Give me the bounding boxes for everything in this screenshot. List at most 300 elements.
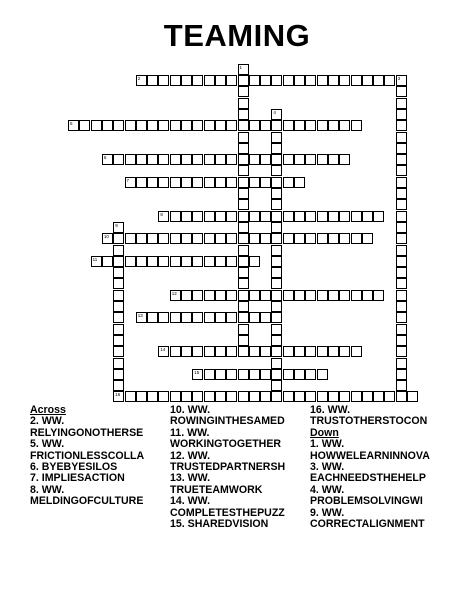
grid-cell[interactable]	[271, 358, 282, 369]
grid-cell[interactable]	[328, 233, 339, 244]
grid-cell[interactable]	[362, 391, 373, 402]
grid-cell[interactable]	[260, 369, 271, 380]
grid-cell[interactable]	[294, 120, 305, 131]
grid-cell[interactable]	[305, 233, 316, 244]
grid-cell[interactable]	[339, 120, 350, 131]
grid-cell[interactable]	[271, 211, 282, 222]
grid-cell[interactable]	[238, 335, 249, 346]
grid-cell[interactable]	[147, 391, 158, 402]
grid-cell[interactable]	[238, 233, 249, 244]
grid-cell[interactable]	[283, 75, 294, 86]
grid-cell[interactable]	[226, 290, 237, 301]
grid-cell[interactable]	[339, 75, 350, 86]
grid-cell[interactable]	[351, 346, 362, 357]
grid-cell[interactable]	[170, 290, 181, 301]
grid-cell[interactable]	[271, 222, 282, 233]
grid-cell[interactable]	[271, 346, 282, 357]
grid-cell[interactable]	[158, 391, 169, 402]
grid-cell[interactable]	[136, 75, 147, 86]
grid-cell[interactable]	[238, 188, 249, 199]
grid-cell[interactable]	[260, 233, 271, 244]
grid-cell[interactable]	[249, 120, 260, 131]
grid-cell[interactable]	[226, 120, 237, 131]
grid-cell[interactable]	[260, 290, 271, 301]
grid-cell[interactable]	[215, 75, 226, 86]
grid-cell[interactable]	[271, 278, 282, 289]
grid-cell[interactable]	[271, 380, 282, 391]
grid-cell[interactable]	[113, 391, 124, 402]
grid-cell[interactable]	[260, 312, 271, 323]
grid-cell[interactable]	[339, 211, 350, 222]
grid-cell[interactable]	[249, 154, 260, 165]
grid-cell[interactable]	[226, 211, 237, 222]
grid-cell[interactable]	[192, 211, 203, 222]
grid-cell[interactable]	[158, 256, 169, 267]
grid-cell[interactable]	[136, 120, 147, 131]
grid-cell[interactable]	[396, 86, 407, 97]
grid-cell[interactable]	[249, 369, 260, 380]
grid-cell[interactable]	[147, 120, 158, 131]
grid-cell[interactable]	[113, 290, 124, 301]
grid-cell[interactable]	[147, 177, 158, 188]
grid-cell[interactable]	[192, 120, 203, 131]
grid-cell[interactable]	[91, 256, 102, 267]
grid-cell[interactable]	[226, 233, 237, 244]
grid-cell[interactable]	[317, 120, 328, 131]
grid-cell[interactable]	[238, 98, 249, 109]
grid-cell[interactable]	[396, 278, 407, 289]
grid-cell[interactable]	[362, 233, 373, 244]
grid-cell[interactable]	[181, 346, 192, 357]
grid-cell[interactable]	[351, 211, 362, 222]
grid-cell[interactable]	[396, 143, 407, 154]
grid-cell[interactable]	[238, 391, 249, 402]
grid-cell[interactable]	[238, 245, 249, 256]
grid-cell[interactable]	[271, 290, 282, 301]
grid-cell[interactable]	[170, 346, 181, 357]
grid-cell[interactable]	[305, 154, 316, 165]
grid-cell[interactable]	[396, 109, 407, 120]
grid-cell[interactable]	[158, 75, 169, 86]
grid-cell[interactable]	[170, 256, 181, 267]
grid-cell[interactable]	[249, 75, 260, 86]
grid-cell[interactable]	[396, 75, 407, 86]
grid-cell[interactable]	[215, 312, 226, 323]
grid-cell[interactable]	[339, 346, 350, 357]
grid-cell[interactable]	[317, 154, 328, 165]
grid-cell[interactable]	[102, 256, 113, 267]
grid-cell[interactable]	[204, 75, 215, 86]
grid-cell[interactable]	[384, 391, 395, 402]
grid-cell[interactable]	[294, 346, 305, 357]
grid-cell[interactable]	[305, 346, 316, 357]
grid-cell[interactable]	[283, 154, 294, 165]
grid-cell[interactable]	[238, 109, 249, 120]
grid-cell[interactable]	[204, 177, 215, 188]
grid-cell[interactable]	[215, 154, 226, 165]
grid-cell[interactable]	[294, 75, 305, 86]
grid-cell[interactable]	[396, 132, 407, 143]
grid-cell[interactable]	[192, 154, 203, 165]
grid-cell[interactable]	[170, 312, 181, 323]
grid-cell[interactable]	[181, 290, 192, 301]
grid-cell[interactable]	[396, 324, 407, 335]
grid-cell[interactable]	[328, 120, 339, 131]
grid-cell[interactable]	[260, 177, 271, 188]
grid-cell[interactable]	[68, 120, 79, 131]
grid-cell[interactable]	[79, 120, 90, 131]
grid-cell[interactable]	[283, 290, 294, 301]
grid-cell[interactable]	[271, 256, 282, 267]
grid-cell[interactable]	[226, 312, 237, 323]
grid-cell[interactable]	[249, 211, 260, 222]
grid-cell[interactable]	[181, 256, 192, 267]
grid-cell[interactable]	[158, 154, 169, 165]
grid-cell[interactable]	[215, 256, 226, 267]
grid-cell[interactable]	[238, 324, 249, 335]
grid-cell[interactable]	[260, 120, 271, 131]
grid-cell[interactable]	[192, 312, 203, 323]
grid-cell[interactable]	[396, 335, 407, 346]
grid-cell[interactable]	[328, 391, 339, 402]
grid-cell[interactable]	[192, 177, 203, 188]
grid-cell[interactable]	[215, 346, 226, 357]
grid-cell[interactable]	[170, 177, 181, 188]
grid-cell[interactable]	[396, 380, 407, 391]
grid-cell[interactable]	[170, 120, 181, 131]
grid-cell[interactable]	[238, 369, 249, 380]
grid-cell[interactable]	[158, 233, 169, 244]
grid-cell[interactable]	[215, 233, 226, 244]
grid-cell[interactable]	[351, 290, 362, 301]
grid-cell[interactable]	[102, 120, 113, 131]
grid-cell[interactable]	[158, 211, 169, 222]
grid-cell[interactable]	[204, 154, 215, 165]
grid-cell[interactable]	[249, 346, 260, 357]
grid-cell[interactable]	[125, 233, 136, 244]
grid-cell[interactable]	[271, 335, 282, 346]
grid-cell[interactable]	[271, 301, 282, 312]
grid-cell[interactable]	[294, 154, 305, 165]
grid-cell[interactable]	[113, 380, 124, 391]
grid-cell[interactable]	[226, 256, 237, 267]
grid-cell[interactable]	[249, 177, 260, 188]
grid-cell[interactable]	[113, 312, 124, 323]
grid-cell[interactable]	[396, 154, 407, 165]
grid-cell[interactable]	[204, 369, 215, 380]
grid-cell[interactable]	[113, 335, 124, 346]
grid-cell[interactable]	[271, 120, 282, 131]
grid-cell[interactable]	[192, 75, 203, 86]
grid-cell[interactable]	[271, 132, 282, 143]
grid-cell[interactable]	[226, 346, 237, 357]
grid-cell[interactable]	[271, 188, 282, 199]
grid-cell[interactable]	[238, 64, 249, 75]
grid-cell[interactable]	[396, 222, 407, 233]
grid-cell[interactable]	[362, 290, 373, 301]
grid-cell[interactable]	[113, 369, 124, 380]
grid-cell[interactable]	[113, 245, 124, 256]
grid-cell[interactable]	[396, 245, 407, 256]
grid-cell[interactable]	[147, 75, 158, 86]
grid-cell[interactable]	[294, 233, 305, 244]
grid-cell[interactable]	[317, 75, 328, 86]
grid-cell[interactable]	[396, 199, 407, 210]
grid-cell[interactable]	[170, 154, 181, 165]
grid-cell[interactable]	[317, 391, 328, 402]
grid-cell[interactable]	[136, 233, 147, 244]
grid-cell[interactable]	[238, 312, 249, 323]
grid-cell[interactable]	[113, 301, 124, 312]
grid-cell[interactable]	[362, 211, 373, 222]
grid-cell[interactable]	[181, 177, 192, 188]
grid-cell[interactable]	[238, 290, 249, 301]
grid-cell[interactable]	[305, 75, 316, 86]
grid-cell[interactable]	[317, 346, 328, 357]
grid-cell[interactable]	[226, 75, 237, 86]
grid-cell[interactable]	[396, 165, 407, 176]
grid-cell[interactable]	[158, 346, 169, 357]
grid-cell[interactable]	[271, 75, 282, 86]
grid-cell[interactable]	[113, 256, 124, 267]
grid-cell[interactable]	[396, 301, 407, 312]
grid-cell[interactable]	[294, 290, 305, 301]
grid-cell[interactable]	[260, 346, 271, 357]
grid-cell[interactable]	[192, 290, 203, 301]
grid-cell[interactable]	[294, 177, 305, 188]
grid-cell[interactable]	[328, 154, 339, 165]
grid-cell[interactable]	[328, 211, 339, 222]
grid-cell[interactable]	[305, 391, 316, 402]
grid-cell[interactable]	[204, 391, 215, 402]
grid-cell[interactable]	[158, 312, 169, 323]
grid-cell[interactable]	[181, 312, 192, 323]
grid-cell[interactable]	[283, 391, 294, 402]
grid-cell[interactable]	[158, 120, 169, 131]
grid-cell[interactable]	[351, 75, 362, 86]
grid-cell[interactable]	[215, 290, 226, 301]
grid-cell[interactable]	[396, 188, 407, 199]
grid-cell[interactable]	[136, 391, 147, 402]
grid-cell[interactable]	[271, 199, 282, 210]
grid-cell[interactable]	[181, 391, 192, 402]
grid-cell[interactable]	[136, 256, 147, 267]
grid-cell[interactable]	[396, 358, 407, 369]
grid-cell[interactable]	[249, 233, 260, 244]
grid-cell[interactable]	[339, 391, 350, 402]
grid-cell[interactable]	[396, 98, 407, 109]
grid-cell[interactable]	[125, 154, 136, 165]
grid-cell[interactable]	[238, 132, 249, 143]
grid-cell[interactable]	[339, 233, 350, 244]
grid-cell[interactable]	[204, 211, 215, 222]
grid-cell[interactable]	[170, 75, 181, 86]
grid-cell[interactable]	[351, 391, 362, 402]
grid-cell[interactable]	[305, 211, 316, 222]
grid-cell[interactable]	[271, 324, 282, 335]
grid-cell[interactable]	[136, 154, 147, 165]
grid-cell[interactable]	[271, 165, 282, 176]
grid-cell[interactable]	[396, 233, 407, 244]
grid-cell[interactable]	[136, 177, 147, 188]
grid-cell[interactable]	[181, 211, 192, 222]
grid-cell[interactable]	[204, 290, 215, 301]
grid-cell[interactable]	[305, 290, 316, 301]
grid-cell[interactable]	[113, 154, 124, 165]
grid-cell[interactable]	[328, 290, 339, 301]
grid-cell[interactable]	[238, 267, 249, 278]
grid-cell[interactable]	[373, 75, 384, 86]
grid-cell[interactable]	[226, 177, 237, 188]
grid-cell[interactable]	[113, 222, 124, 233]
grid-cell[interactable]	[204, 256, 215, 267]
grid-cell[interactable]	[317, 369, 328, 380]
grid-cell[interactable]	[396, 369, 407, 380]
grid-cell[interactable]	[147, 154, 158, 165]
grid-cell[interactable]	[396, 211, 407, 222]
grid-cell[interactable]	[249, 312, 260, 323]
grid-cell[interactable]	[113, 267, 124, 278]
grid-cell[interactable]	[271, 154, 282, 165]
grid-cell[interactable]	[271, 312, 282, 323]
grid-cell[interactable]	[260, 75, 271, 86]
grid-cell[interactable]	[147, 256, 158, 267]
grid-cell[interactable]	[192, 391, 203, 402]
grid-cell[interactable]	[215, 177, 226, 188]
grid-cell[interactable]	[362, 75, 373, 86]
grid-cell[interactable]	[396, 267, 407, 278]
grid-cell[interactable]	[170, 233, 181, 244]
grid-cell[interactable]	[271, 109, 282, 120]
grid-cell[interactable]	[226, 369, 237, 380]
grid-cell[interactable]	[238, 120, 249, 131]
grid-cell[interactable]	[283, 369, 294, 380]
grid-cell[interactable]	[396, 312, 407, 323]
grid-cell[interactable]	[373, 391, 384, 402]
grid-cell[interactable]	[238, 177, 249, 188]
grid-cell[interactable]	[215, 369, 226, 380]
grid-cell[interactable]	[396, 290, 407, 301]
grid-cell[interactable]	[125, 391, 136, 402]
grid-cell[interactable]	[328, 346, 339, 357]
grid-cell[interactable]	[192, 346, 203, 357]
grid-cell[interactable]	[317, 290, 328, 301]
grid-cell[interactable]	[238, 154, 249, 165]
grid-cell[interactable]	[102, 154, 113, 165]
grid-cell[interactable]	[125, 177, 136, 188]
grid-cell[interactable]	[260, 391, 271, 402]
grid-cell[interactable]	[238, 346, 249, 357]
grid-cell[interactable]	[373, 211, 384, 222]
grid-cell[interactable]	[283, 211, 294, 222]
grid-cell[interactable]	[271, 245, 282, 256]
grid-cell[interactable]	[305, 120, 316, 131]
grid-cell[interactable]	[192, 256, 203, 267]
grid-cell[interactable]	[113, 278, 124, 289]
grid-cell[interactable]	[238, 165, 249, 176]
grid-cell[interactable]	[328, 75, 339, 86]
grid-cell[interactable]	[136, 312, 147, 323]
grid-cell[interactable]	[181, 154, 192, 165]
grid-cell[interactable]	[226, 154, 237, 165]
grid-cell[interactable]	[91, 120, 102, 131]
grid-cell[interactable]	[238, 301, 249, 312]
grid-cell[interactable]	[113, 324, 124, 335]
grid-cell[interactable]	[339, 154, 350, 165]
grid-cell[interactable]	[238, 222, 249, 233]
grid-cell[interactable]	[113, 346, 124, 357]
grid-cell[interactable]	[192, 233, 203, 244]
grid-cell[interactable]	[215, 211, 226, 222]
grid-cell[interactable]	[181, 75, 192, 86]
grid-cell[interactable]	[283, 120, 294, 131]
grid-cell[interactable]	[294, 211, 305, 222]
grid-cell[interactable]	[204, 346, 215, 357]
grid-cell[interactable]	[373, 290, 384, 301]
grid-cell[interactable]	[238, 199, 249, 210]
grid-cell[interactable]	[181, 233, 192, 244]
grid-cell[interactable]	[351, 233, 362, 244]
grid-cell[interactable]	[396, 120, 407, 131]
grid-cell[interactable]	[305, 369, 316, 380]
grid-cell[interactable]	[271, 143, 282, 154]
grid-cell[interactable]	[339, 290, 350, 301]
grid-cell[interactable]	[283, 346, 294, 357]
grid-cell[interactable]	[125, 120, 136, 131]
grid-cell[interactable]	[238, 278, 249, 289]
grid-cell[interactable]	[271, 267, 282, 278]
grid-cell[interactable]	[181, 120, 192, 131]
grid-cell[interactable]	[407, 391, 418, 402]
grid-cell[interactable]	[271, 233, 282, 244]
grid-cell[interactable]	[238, 256, 249, 267]
grid-cell[interactable]	[238, 211, 249, 222]
grid-cell[interactable]	[260, 211, 271, 222]
grid-cell[interactable]	[192, 369, 203, 380]
grid-cell[interactable]	[317, 233, 328, 244]
grid-cell[interactable]	[396, 391, 407, 402]
grid-cell[interactable]	[271, 369, 282, 380]
grid-cell[interactable]	[170, 391, 181, 402]
grid-cell[interactable]	[238, 86, 249, 97]
grid-cell[interactable]	[204, 233, 215, 244]
grid-cell[interactable]	[249, 391, 260, 402]
grid-cell[interactable]	[204, 120, 215, 131]
grid-cell[interactable]	[102, 233, 113, 244]
grid-cell[interactable]	[271, 177, 282, 188]
grid-cell[interactable]	[147, 233, 158, 244]
grid-cell[interactable]	[113, 120, 124, 131]
grid-cell[interactable]	[238, 75, 249, 86]
grid-cell[interactable]	[351, 120, 362, 131]
grid-cell[interactable]	[384, 75, 395, 86]
grid-cell[interactable]	[113, 233, 124, 244]
grid-cell[interactable]	[215, 120, 226, 131]
grid-cell[interactable]	[396, 346, 407, 357]
grid-cell[interactable]	[204, 312, 215, 323]
grid-cell[interactable]	[294, 391, 305, 402]
grid-cell[interactable]	[294, 369, 305, 380]
grid-cell[interactable]	[283, 177, 294, 188]
grid-cell[interactable]	[283, 233, 294, 244]
grid-cell[interactable]	[249, 290, 260, 301]
grid-cell[interactable]	[113, 358, 124, 369]
grid-cell[interactable]	[125, 256, 136, 267]
grid-cell[interactable]	[147, 312, 158, 323]
grid-cell[interactable]	[170, 211, 181, 222]
grid-cell[interactable]	[260, 154, 271, 165]
grid-cell[interactable]	[249, 256, 260, 267]
